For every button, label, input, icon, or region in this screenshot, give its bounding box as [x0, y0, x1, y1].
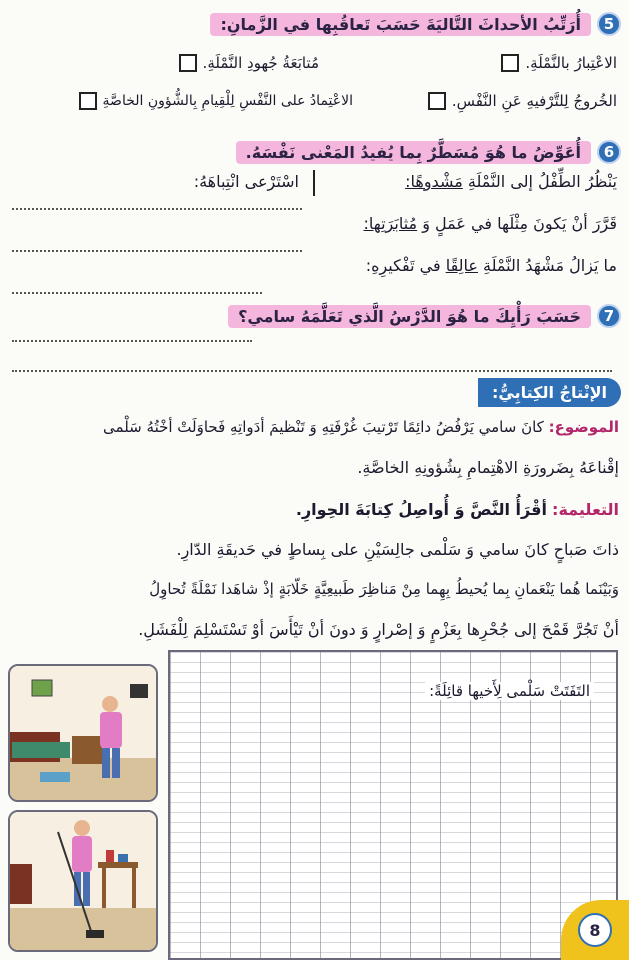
messy-room-image [10, 666, 156, 800]
dialogue-lead: التَفَتَتْ سَلْمى لِأَخيها قائِلَةً: [425, 682, 594, 700]
question-6-heading [236, 136, 621, 168]
answer-line[interactable] [12, 340, 252, 342]
question-5-title: أُرَتِّبُ الأحداثَ التَّاليَةَ حَسَبَ تَعاقُبِها في الزَّمانِ: [210, 13, 591, 36]
q5-option-2-label: مُتابَعَةُ جُهودِ النَّمْلَةِ. [202, 54, 319, 72]
question-5-number: 5 [597, 12, 621, 36]
answer-line[interactable] [12, 370, 612, 372]
question-6-number: 6 [597, 140, 621, 164]
q5-option-3-label: الخُروجُ لِلتَّرْفيهِ عَنِ النَّفْسِ. [451, 92, 617, 110]
checkbox[interactable] [179, 54, 197, 72]
q5-option-1-label: الاعْتِبارُ بالنَّمْلَةِ. [525, 54, 617, 72]
checkbox[interactable] [79, 92, 97, 110]
answer-line[interactable] [12, 292, 262, 294]
story-line-2: وَبَيْنَما هُما يَنْعَمانِ بِما يُحيطُ بِهِما مِنْ مَناظِرَ طَبيعِيَّةٍ خَلّابَةٍ إذْ شاهَدا نَمْلَةً تُحاوِلُ [149, 580, 619, 598]
q5-option-2[interactable] [179, 54, 319, 72]
tidy-room-image [10, 812, 156, 950]
q6-line-2-text: قَرَّرَ أنْ يَكونَ مِثْلَها في عَمَلٍ وَ [422, 214, 617, 233]
question-7-number: 7 [597, 304, 621, 328]
question-5-heading [210, 8, 621, 40]
section-title-writing: الإنْتاجُ الكِتابِيُّ: [478, 378, 621, 407]
checkbox[interactable] [428, 92, 446, 110]
question-6-title: أُعَوِّضُ ما هُوَ مُسَطَّرٌ بِما يُفيدُ المَعْنى نَفْسَهُ. [236, 141, 591, 164]
topic-line-1 [103, 418, 619, 436]
q6-example-text: يَنْظُرُ الطِّفْلُ إلى النَّمْلَةِ [467, 172, 617, 191]
question-7-title: حَسَبَ رَأْيِكَ ما هُوَ الدَّرْسُ الَّذي تَعَلَّمَهُ سامي؟ [228, 305, 591, 328]
instruction-line [296, 500, 619, 519]
q5-option-4[interactable] [79, 92, 353, 110]
instruction-label: التعليمة: [552, 500, 619, 519]
q6-line-2-underlined: مُثابَرَتِها: [363, 214, 418, 233]
story-line-1: ذاتَ صَباحٍ كانَ سامي وَ سَلْمى جالِسَيْنِ على بِساطٍ في حَديقَةِ الدّارِ. [176, 540, 619, 559]
illustration-messy-room [8, 664, 158, 802]
page-number: 8 [578, 913, 612, 947]
q5-option-3[interactable] [428, 92, 617, 110]
q6-line-2 [363, 214, 617, 233]
writing-grid[interactable] [168, 650, 618, 960]
q6-line-3-end: في تَفْكيرِهِ: [365, 256, 441, 275]
topic-label: الموضوع: [548, 418, 619, 436]
answer-line[interactable] [12, 250, 302, 252]
q6-example-sentence [405, 172, 617, 191]
q5-option-1[interactable] [501, 54, 617, 72]
q6-line-3-text: ما يَزالُ مَشْهَدُ النَّمْلَةِ [483, 256, 617, 275]
q6-line-3 [366, 256, 617, 275]
divider [313, 170, 315, 196]
illustration-tidy-room [8, 810, 158, 952]
question-7-heading [228, 300, 621, 332]
q6-line-3-underlined: عالِقًا [445, 256, 478, 275]
topic-line-2: إقْناعَهُ بِضَرورَةِ الاهْتِمامِ بِشُؤونِهِ الخاصَّةِ. [357, 458, 619, 477]
answer-line[interactable] [12, 208, 302, 210]
instruction-text: أقْرَأُ النَّصَّ وَ أُواصِلُ كِتابَةَ الحِوارِ. [295, 500, 547, 519]
checkbox[interactable] [501, 54, 519, 72]
topic-text-1: كانَ سامي يَرْفُضُ دائِمًا تَرْتيبَ غُرْفَتِهِ وَ تَنْظيمَ أدَواتِهِ فَحاوَلَتْ أخْتُهُ سَلْمى [103, 418, 544, 436]
story-line-3: أنْ تَجُرَّ قَمْحَ إلى جُحْرِها بِعَزْمٍ وَ إصْرارٍ وَ دونَ أنْ تَيْأَسَ أوْ تَسْتَسْلِمَ لِلْفَشَلِ. [138, 620, 619, 639]
q6-example-answer: اسْتَرْعى انْتِباهَهُ: [193, 172, 299, 191]
q6-example-underlined: مَشْدوهًا: [405, 172, 463, 191]
q5-option-4-label: الاعْتِمادُ على النَّفْسِ لِلْقِيامِ بِالشُّؤونِ الخاصَّةِ [102, 93, 353, 109]
